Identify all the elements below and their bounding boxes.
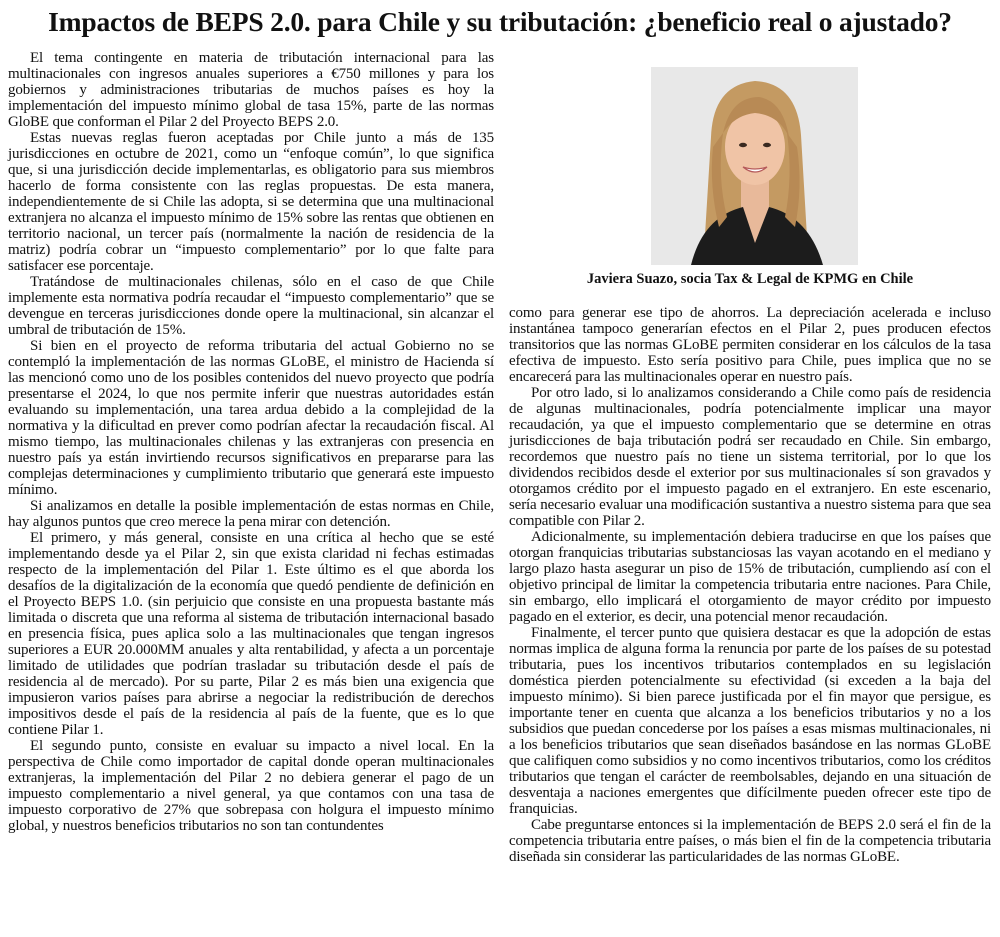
- paragraph: El tema contingente en materia de tributación internacional para las multinacionales con ingresos anuales superiores a €750 millones y para los gobiernos y administraciones tributarias de muchos países es hoy la implementación del impuesto mínimo global de tasa 15%, parte de las normas GloBE que conforman el Pilar 2 del Proyecto BEPS 2.0.: [8, 50, 494, 130]
- article-title: Impactos de BEPS 2.0. para Chile y su tributación: ¿beneficio real o ajustado?: [48, 6, 952, 37]
- paragraph: El segundo punto, consiste en evaluar su impacto a nivel local. En la perspectiva de Chile como importador de capital donde operan multinacionales extranjeras, la implementación del Pilar 2 no debiera generar el pago de un impuesto complementario a nivel general, ya que contamos con una tasa de impuesto corporativo de 27% que sobrepasa con holgura el impuesto mínimo global, y nuestros beneficios tributarios no son tan contundentes: [8, 738, 494, 834]
- portrait-icon: [651, 67, 858, 265]
- paragraph: Cabe preguntarse entonces si la implementación de BEPS 2.0 será el fin de la competencia tributaria entre países, o más bien el fin de la competencia tributaria diseñada sin considerar las particularidades de las normas GLoBE.: [509, 817, 991, 865]
- paragraph: Si bien en el proyecto de reforma tributaria del actual Gobierno no se contempló la implementación de las normas GLoBE, el ministro de Hacienda sí las mencionó como uno de los posibles contenidos del nuevo proyecto que podría presentarse el 2024, lo que nos permite inferir que nuestras autoridades están evaluando su implementación, una tarea ardua debido a la complejidad de la normativa y la dificultad en prever como podrían afectar la recaudación fiscal. Al mismo tiempo, las multinacionales chilenas y las extranjeras con presencia en nuestro país ya están invirtiendo recursos significativos en prepararse para las complejas determinaciones y cumplimiento tributario que generará este impuesto mínimo.: [8, 338, 494, 498]
- paragraph: Adicionalmente, su implementación debiera traducirse en que los países que otorgan franquicias tributarias substanciosas las vayan acotando en el mediano y largo plazo hasta asegurar un piso de 15% de tributación, cumpliendo así con el objetivo principal de limitar la competencia tributaria entre naciones. Para Chile, sin embargo, ello implicará el otorgamiento de mayor crédito por impuesto pagado en el exterior, es decir, una potencial menor recaudación.: [509, 529, 991, 625]
- photo-caption: Javiera Suazo, socia Tax & Legal de KPMG en Chile: [586, 271, 914, 287]
- left-column: [8, 50, 494, 834]
- right-column: [509, 305, 991, 865]
- paragraph: Tratándose de multinacionales chilenas, sólo en el caso de que Chile implemente esta normativa podría recaudar el “impuesto complementario” que se devengue en terceras jurisdicciones donde opere la multinacional, sin alcanzar el umbral de tributación de 15%.: [8, 274, 494, 338]
- paragraph: Si analizamos en detalle la posible implementación de estas normas en Chile, hay algunos puntos que creo merece la pena mirar con detención.: [8, 498, 494, 530]
- paragraph: El primero, y más general, consiste en una crítica al hecho que se esté implementando desde ya el Pilar 2, sin que exista claridad ni fechas estimadas respecto de la implementación del Pilar 1. Este último es el que aborda los desafíos de la digitalización de la economía que quedó pendiente de definición en el Proyecto BEPS 1.0. (sin perjuicio que consiste en una propuesta bastante más limitada o discreta que una reforma al sistema de tributación internacional basado en presencia física, pues aplica solo a las multinacionales que tengan ingresos superiores a EUR 20.000MM anuales y alta rentabilidad, y afecta a un porcentaje limitado de utilidades que podrían trasladar su tributación desde el país de residencia al de mercado). Por su parte, Pilar 2 es más bien una exigencia que impusieron varios países para abrirse a negociar la redistribución de derechos impositivos desde el país de la residencia al país de la fuente, que es lo que contiene Pilar 1.: [8, 530, 494, 738]
- paragraph: como para generar ese tipo de ahorros. La depreciación acelerada e incluso instantánea tampoco generarían efectos en el Pilar 2, pues producen efectos transitorios que las normas GLoBE permiten considerar en los cálculos de la tasa efectiva de impuesto. Esto sería positivo para Chile, pues implica que no se encarecerá para las multinacionales operar en nuestro país.: [509, 305, 991, 385]
- paragraph: Estas nuevas reglas fueron aceptadas por Chile junto a más de 135 jurisdicciones en octubre de 2021, como un “enfoque común”, lo que significa que, si una jurisdicción decide implementarlas, es obligatorio para sus miembros hacerlo de forma consistente con las reglas propuestas. De esta manera, independientemente de si Chile las adopta, si se determina que una multinacional extranjera no alcanza el impuesto mínimo de 15% sobre las rentas que obtienen en territorio nacional, un tercer país (normalmente la nación de residencia de la matriz) podría cobrar un “impuesto complementario” por lo que falte para satisfacer ese porcentaje.: [8, 130, 494, 274]
- paragraph: Por otro lado, si lo analizamos considerando a Chile como país de residencia de algunas multinacionales, podría potencialmente implicar una mayor recaudación, ya que el impuesto complementario que se determine en otras jurisdicciones de baja tributación podrá ser recaudado en Chile. Sin embargo, recordemos que nuestro país no tiene un sistema territorial, por lo que los dividendos recibidos desde el exterior por sus multinacionales sí son gravados y otorgamos crédito por el impuesto pagado en el extranjero. En este escenario, sería necesario evaluar una modificación sustantiva a nuestro sistema para que sea compatible con Pilar 2.: [509, 385, 991, 529]
- portrait-photo: [651, 67, 858, 265]
- paragraph: Finalmente, el tercer punto que quisiera destacar es que la adopción de estas normas implica de alguna forma la renuncia por parte de los países de su potestad tributaria, pues los incentivos tributarios contemplados en su legislación doméstica pierden potencialmente su efectividad (si exceden a la baja del impuesto mínimo). Si bien parece justificada por el fin mayor que persigue, es importante tener en cuenta que alcanza a los beneficios tributarios y no a los subsidios que puedan concederse por los países a esas mismas multinacionales, ni a los beneficios tributarios que sean diseñados basándose en las normas GLoBE que califiquen como subsidios y no como incentivos tributarios, como los créditos tributarios que tengan el carácter de reembolsables, dejando en una situación de desventaja a naciones emergentes que difícilmente pueden ofrecer este tipo de franquicias.: [509, 625, 991, 817]
